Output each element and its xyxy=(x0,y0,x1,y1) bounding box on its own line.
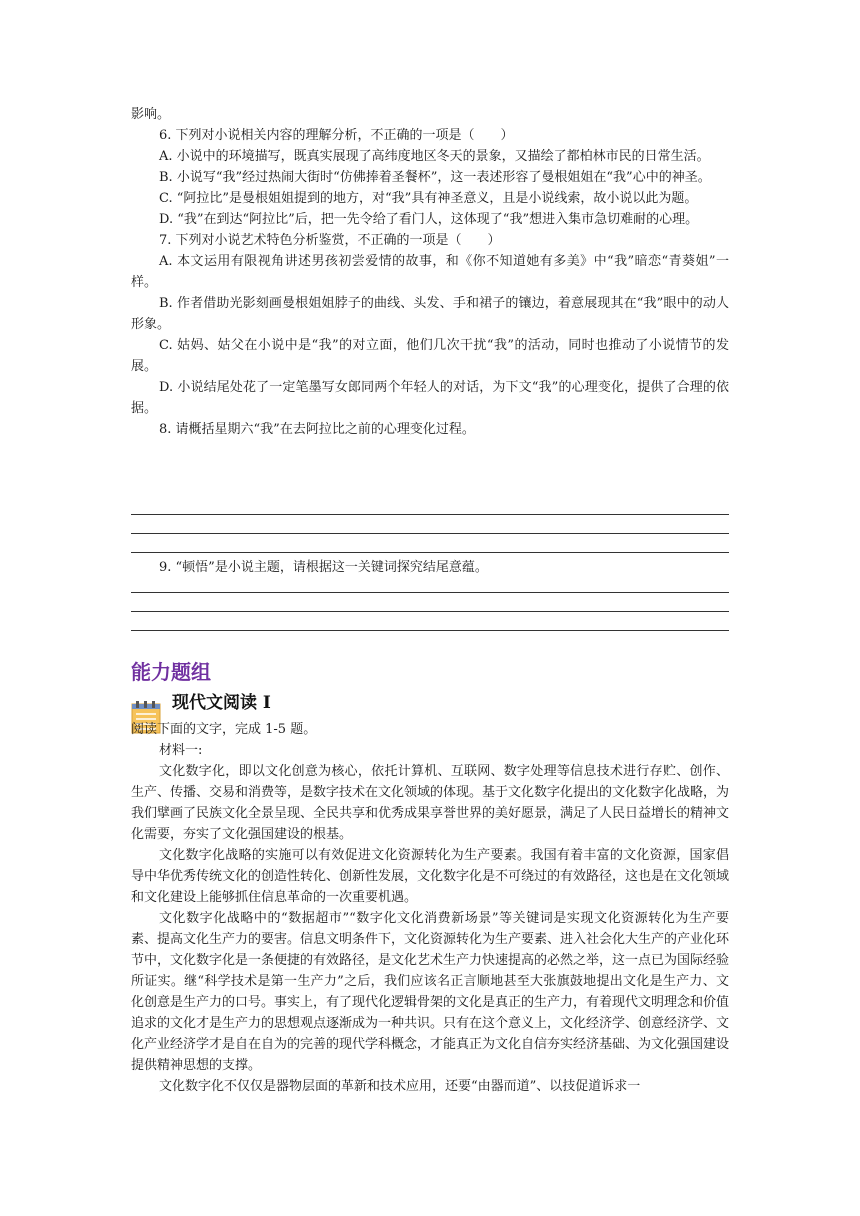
reading-passage xyxy=(131,719,729,1097)
paragraph: 6. 下列对小说相关内容的理解分析，不正确的一项是（ ） xyxy=(159,128,514,143)
paragraph: 文化数字化战略中的“数据超市”“数字化文化消费新场景”等关键词是实现文化资源转化为生产要素、提高文化生产力的要害。信息文明条件下，文化资源转化为生产要素、进入社会化大生产的产业化环节中，文化数字化是一条便捷的有效路径，是文化艺术生产力快速提高的必然之举，这一点已为国际经验所证实。继“科学技术是第一生产力”之后，我们应该名正言顺地甚至大张旗鼓地提出文化是生产力、文化创意是生产力的口号。事实上，有了现代化逻辑骨架的文化是真正的生产力，有着现代文明理念和价值追求的文化才是生产力的思想观点逐渐成为一种共识。只有在这个意义上，文化经济学、创意经济学、文化产业经济学才是自在自为的完善的现代学科概念，才能真正为文化自信夯实经济基础、为文化强国建设提供精神思想的支撑。 xyxy=(131,911,730,1073)
paragraph: 阅读下面的文字，完成 1-5 题。 xyxy=(131,722,317,737)
answer-line xyxy=(131,552,729,553)
paragraph: 文化数字化，即以文化创意为核心，依托计算机、互联网、数字处理等信息技术进行存贮、创作、生产、传播、交易和消费等，是数字技术在文化领域的体现。基于文化数字化提出的文化数字化战略，为我们擘画了民族文化全景呈现、全民共享和优秀成果享誉世界的美好愿景，满足了人民日益增长的精神文化需要，夯实了文化强国建设的根基。 xyxy=(131,764,730,842)
question-9 xyxy=(131,557,729,578)
reading-section-title: 现代文阅读 I xyxy=(172,693,271,713)
paragraph: D. “我”在到达“阿拉比”后，把一先令给了看门人，这体现了“我”想进入集市急切难耐的心理。 xyxy=(159,212,699,227)
answer-line xyxy=(131,592,729,593)
paragraph: B. 作者借助光影刻画曼根姐姐脖子的曲线、头发、手和裙子的镶边，着意展现其在“我”眼中的动人形象。 xyxy=(131,296,729,332)
question-9-text: 9. “顿悟”是小说主题，请根据这一关键词探究结尾意蕴。 xyxy=(159,560,488,575)
question-block-6-8 xyxy=(131,104,729,440)
paragraph: 材料一: xyxy=(159,743,203,758)
paragraph: A. 本文运用有限视角讲述男孩初尝爱情的故事，和《你不知道她有多美》中“我”暗恋“青葵姐”一样。 xyxy=(131,254,729,290)
paragraph: 影响。 xyxy=(131,107,171,122)
answer-line xyxy=(131,514,729,515)
section-title: 能力题组 xyxy=(131,660,211,684)
answer-line xyxy=(131,533,729,534)
paragraph: 文化数字化不仅仅是器物层面的革新和技术应用，还要“由器而道”、以技促道诉求一 xyxy=(159,1079,641,1094)
paragraph: B. 小说写“我”经过热闹大街时“仿佛捧着圣餐杯”，这一表述形容了曼根姐姐在“我”心中的神圣。 xyxy=(159,170,711,185)
answer-line xyxy=(131,611,729,612)
paragraph: C. “阿拉比”是曼根姐姐提到的地方，对“我”具有神圣意义，且是小说线索，故小说以此为题。 xyxy=(159,191,698,206)
paragraph: C. 姑妈、姑父在小说中是“我”的对立面，他们几次干扰“我”的活动，同时也推动了小说情节的发展。 xyxy=(131,338,729,374)
paragraph: A. 小说中的环境描写，既真实展现了高纬度地区冬天的景象，又描绘了都柏林市民的日常生活。 xyxy=(159,149,710,164)
paragraph: 7. 下列对小说艺术特色分析鉴赏，不正确的一项是（ ） xyxy=(159,233,501,248)
paragraph: D. 小说结尾处花了一定笔墨写女郎同两个年轻人的对话，为下文“我”的心理变化，提供了合理的依据。 xyxy=(131,380,729,416)
answer-line xyxy=(131,630,729,631)
paragraph: 8. 请概括星期六“我”在去阿拉比之前的心理变化过程。 xyxy=(159,422,475,437)
paragraph: 文化数字化战略的实施可以有效促进文化资源转化为生产要素。我国有着丰富的文化资源，国家倡导中华优秀传统文化的创造性转化、创新性发展，文化数字化是不可绕过的有效路径，这也是在文化领域和文化建设上能够抓住信息革命的一次重要机遇。 xyxy=(131,848,730,905)
